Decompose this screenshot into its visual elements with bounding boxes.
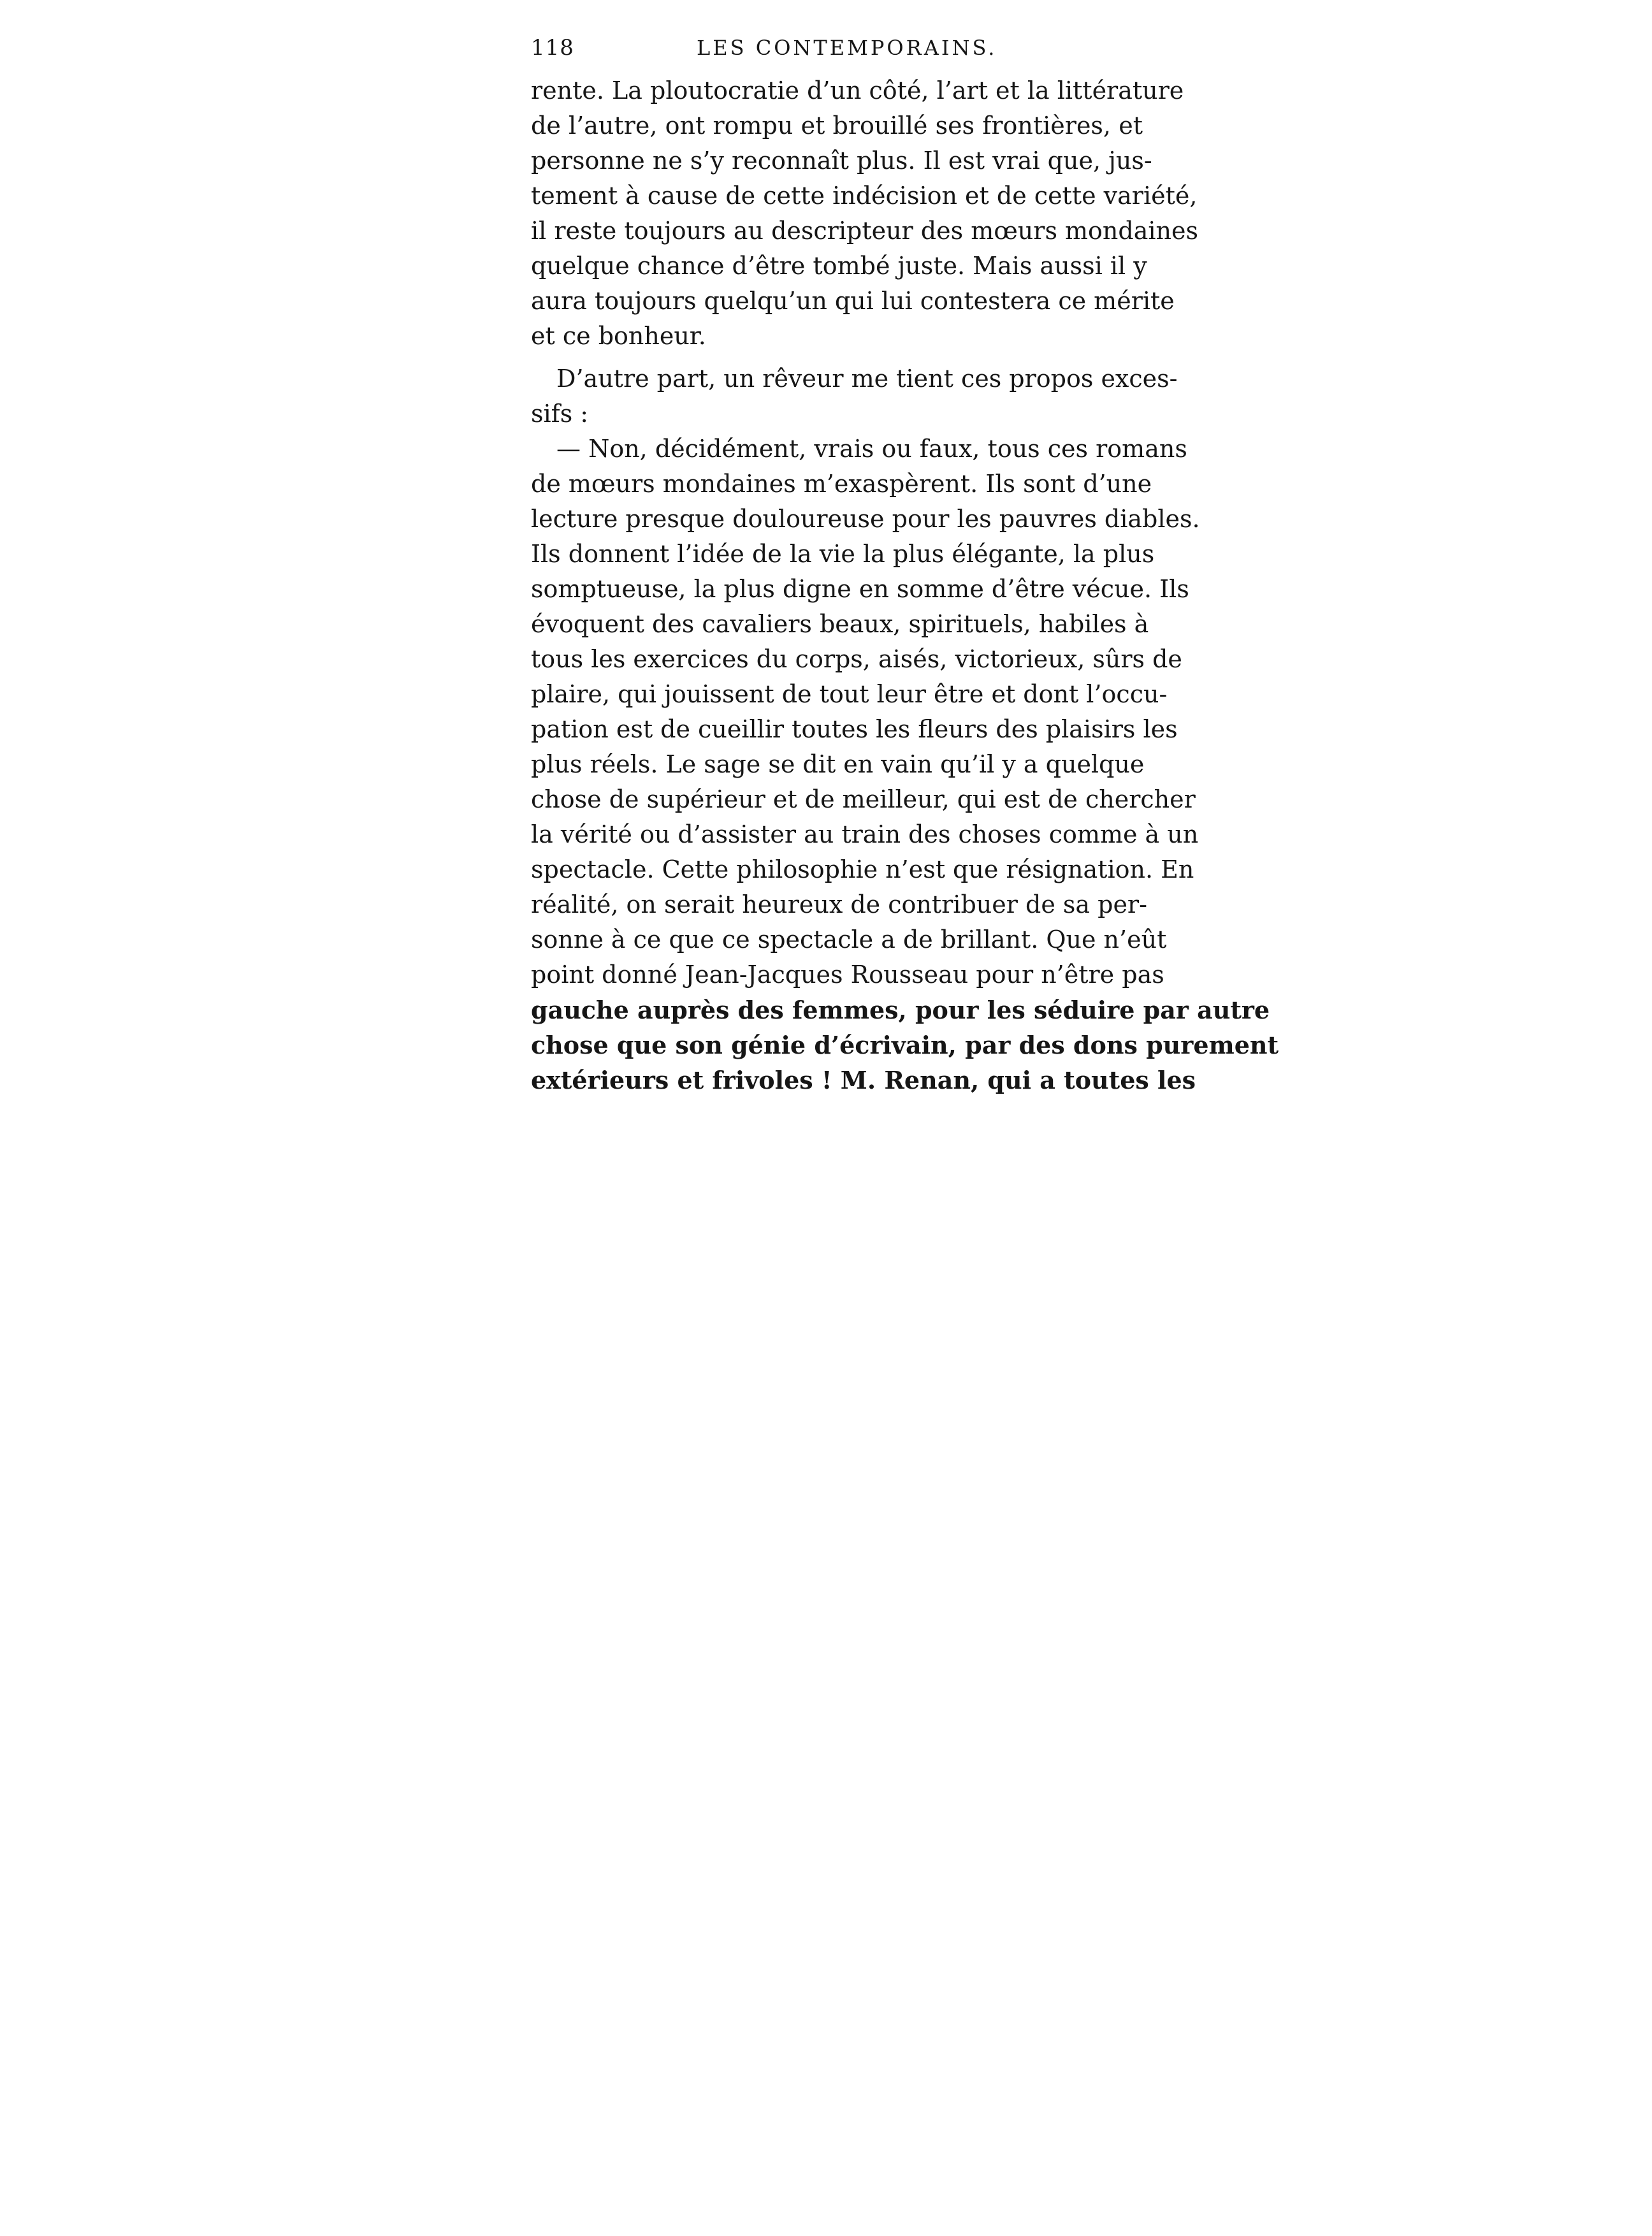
text-line: chose que son génie d’écrivain, par des dons purement bbox=[531, 1031, 1279, 1059]
text-line: personne ne s’y reconnaît plus. Il est vrai que, jus- bbox=[531, 147, 1152, 175]
text-line: il reste toujours au descripteur des mœurs mondaines bbox=[531, 217, 1199, 245]
paragraph-gap bbox=[531, 354, 1143, 361]
text-line: de l’autre, ont rompu et brouillé ses frontières, et bbox=[531, 112, 1143, 140]
text-line: sifs : bbox=[531, 400, 589, 428]
text-line: Ils donnent l’idée de la vie la plus élégante, la plus bbox=[531, 540, 1155, 568]
text-line: point donné Jean-Jacques Rousseau pour n’être pas bbox=[531, 961, 1164, 989]
text-line: extérieurs et frivoles ! M. Renan, qui a toutes les bbox=[531, 1066, 1196, 1094]
text-line: rente. La ploutocratie d’un côté, l’art et la littérature bbox=[531, 76, 1184, 105]
running-head: LES CONTEMPORAINS. bbox=[697, 36, 997, 60]
text-line: quelque chance d’être tombé juste. Mais aussi il y bbox=[531, 252, 1147, 280]
paragraph-3 bbox=[531, 432, 1279, 1098]
text-line: réalité, on serait heureux de contribuer de sa per- bbox=[531, 890, 1147, 918]
text-line: la vérité ou d’assister au train des choses comme à un bbox=[531, 820, 1199, 848]
text-line: D’autre part, un rêveur me tient ces propos exces- bbox=[556, 365, 1178, 393]
body-text bbox=[531, 73, 1279, 1098]
page-number: 118 bbox=[531, 35, 574, 61]
text-line: sonne à ce que ce spectacle a de brillant. Que n’eût bbox=[531, 926, 1167, 954]
text-line: gauche auprès des femmes, pour les séduire par autre bbox=[531, 996, 1270, 1024]
text-line: tous les exercices du corps, aisés, victorieux, sûrs de bbox=[531, 645, 1182, 673]
text-line: de mœurs mondaines m’exaspèrent. Ils sont d’une bbox=[531, 470, 1152, 498]
text-line: tement à cause de cette indécision et de cette variété, bbox=[531, 182, 1198, 210]
text-line: somptueuse, la plus digne en somme d’être vécue. Ils bbox=[531, 575, 1189, 603]
text-line: pation est de cueillir toutes les fleurs des plaisirs les bbox=[531, 715, 1178, 743]
text-line: plaire, qui jouissent de tout leur être et dont l’occu- bbox=[531, 680, 1168, 708]
text-line: plus réels. Le sage se dit en vain qu’il y a quelque bbox=[531, 750, 1145, 778]
text-line: aura toujours quelqu’un qui lui contestera ce mérite bbox=[531, 287, 1175, 315]
text-line: lecture presque douloureuse pour les pauvres diables. bbox=[531, 505, 1200, 533]
text-line: spectacle. Cette philosophie n’est que résignation. En bbox=[531, 855, 1194, 883]
text-line: et ce bonheur. bbox=[531, 322, 706, 350]
text-line: évoquent des cavaliers beaux, spirituels, habiles à bbox=[531, 610, 1149, 638]
text-line: chose de supérieur et de meilleur, qui est de chercher bbox=[531, 785, 1196, 813]
paragraph-2 bbox=[531, 361, 1178, 432]
paragraph-1 bbox=[531, 73, 1199, 354]
page-header bbox=[531, 32, 1143, 70]
text-line: — Non, décidément, vrais ou faux, tous ces romans bbox=[556, 435, 1187, 463]
